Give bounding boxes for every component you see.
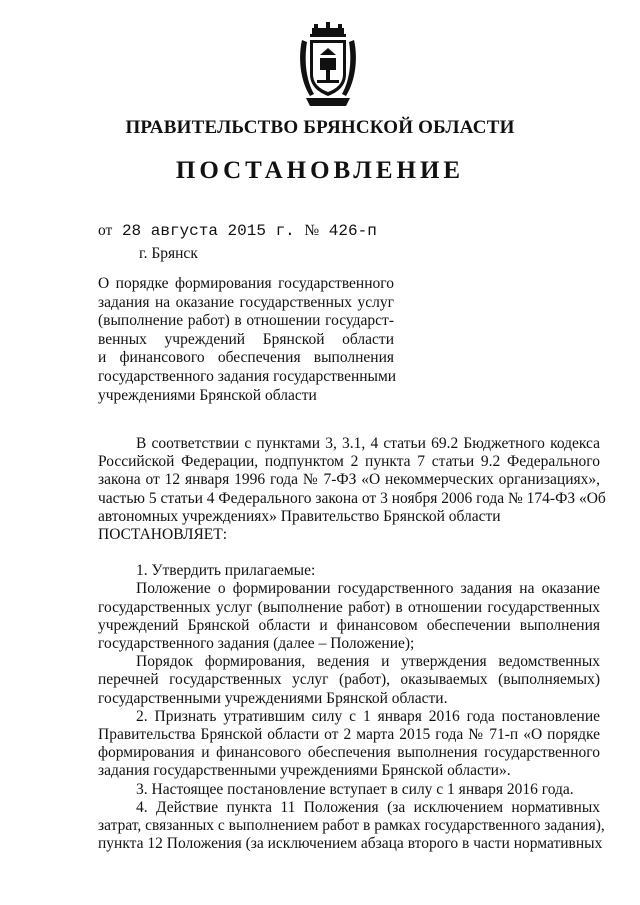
bryansk-coat-of-arms-icon [296, 22, 360, 108]
subject-line: венных учреждений Брянской области [98, 330, 394, 348]
item-4-paragraph [98, 798, 605, 854]
body-line: затрат, связанных с выполнением работ в рамках государственного задания), [98, 817, 605, 835]
number-sign: № [304, 222, 320, 239]
body-line: 1. Утвердить прилагаемые: [136, 562, 316, 580]
body-line: 4. Действие пункта 11 Положения (за исключением нормативных [136, 798, 600, 816]
body-line: ПОСТАНОВЛЯЕТ: [98, 526, 228, 544]
preamble-paragraph [98, 435, 606, 544]
item-2-paragraph [98, 708, 600, 781]
body-line: Положение о формировании государственного задания на оказание [136, 580, 600, 598]
document-number: 426-п [328, 222, 377, 240]
body-line: частью 5 статьи 4 Федерального закона от 3 ноября 2006 года № 174-ФЗ «Об [98, 489, 606, 507]
subject-line: О порядке формирования государственного [98, 275, 394, 292]
body-line: перечней государственных услуг (работ), оказываемых (выполняемых) [98, 671, 600, 689]
document-title: ПОСТАНОВЛЕНИЕ [175, 157, 465, 184]
body-line: государственного задания (далее – Положение); [98, 635, 415, 653]
body-line: государственных услуг (выполнение работ) в отношении государственных [98, 598, 600, 616]
subject-line: учреждениями Брянской области [98, 386, 317, 404]
body-line: государственными учреждениями Брянской области. [98, 689, 448, 707]
body-line: В соответствии с пунктами 3, 3.1, 4 статьи 69.2 Бюджетного кодекса [136, 435, 600, 452]
subject-line: государственного задания государственными [98, 367, 397, 385]
document-subject [98, 275, 397, 405]
item-1-paragraph [98, 562, 600, 708]
body-line: пункта 12 Положения (за исключением абзаца второго в части нормативных [98, 835, 603, 853]
body-line: закона от 12 января 1996 года № 7-ФЗ «О некоммерческих организациях», [98, 471, 600, 489]
document-date-line [98, 222, 377, 240]
body-line: 2. Признать утратившим силу с 1 января 2016 года постановление [136, 707, 600, 725]
body-line: учреждений Брянской области и финансовом обеспечении выполнения [98, 616, 600, 634]
document-date: 28 августа 2015 г. [121, 222, 295, 240]
subject-line: задания на оказание государственных услуг [98, 293, 394, 311]
body-line: Порядок формирования, ведения и утверждения ведомственных [136, 653, 600, 671]
date-prefix: от [98, 222, 113, 239]
body-line: 3. Настоящее постановление вступает в силу с 1 января 2016 года. [136, 780, 574, 798]
document-body [98, 435, 606, 853]
city: г. Брянск [139, 245, 198, 262]
item-3-paragraph [98, 781, 600, 799]
body-line: задания государственными учреждениями Брянской области». [98, 762, 511, 780]
body-line: автономных учреждениях» Правительство Брянской области [98, 507, 501, 525]
body-line: формирования и финансового обеспечения выполнения государственного [98, 744, 600, 762]
subject-line: и финансового обеспечения выполнения [98, 349, 394, 367]
coat-of-arms-emblem [296, 22, 360, 108]
subject-line: (выполнение работ) в отношении государст- [98, 312, 394, 330]
body-line: Российской Федерации, подпунктом 2 пункта 7 статьи 9.2 Федерального [98, 453, 600, 471]
body-line: Правительства Брянской области от 2 марта 2015 года № 71-п «О порядке [98, 726, 600, 744]
government-name: ПРАВИТЕЛЬСТВО БРЯНСКОЙ ОБЛАСТИ [125, 117, 515, 138]
